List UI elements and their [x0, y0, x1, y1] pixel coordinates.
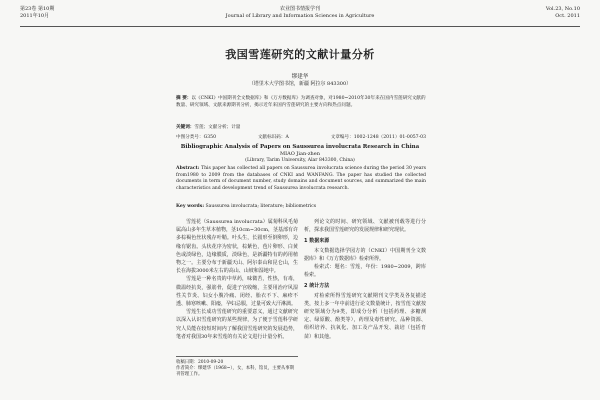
clc-number: 中图分类号：G350: [176, 135, 217, 140]
body-paragraph: 列论文的时间、研究领域、文献被刊载等进行分析，探求我国雪莲研究的发展规律和研究现状。: [304, 219, 426, 234]
keywords-text: 雪莲；文献分析；计量: [194, 125, 241, 130]
english-affiliation: (Library, Tarim University, Alar 843300, China): [245, 158, 355, 163]
english-keywords-text: Saussurea involucrata; literature; bibliometrics: [205, 204, 317, 209]
english-abstract-label: Abstract:: [176, 166, 200, 171]
issue-date-en: Oct. 2011: [555, 12, 580, 19]
english-title: Bibliographic Analysis of Papers on Saussurea involucrata Research in China: [180, 144, 420, 150]
volume-issue: 第23卷 第10期: [20, 6, 55, 12]
doc-code: 文献标识码：A: [257, 135, 289, 140]
abstract-cn: [176, 95, 426, 109]
paper-title: 我国雪莲研究的文献计量分析: [225, 48, 375, 61]
footnote: [176, 356, 298, 378]
english-author: MIAO Jian-zhen: [280, 151, 320, 157]
body-paragraph: 雪莲生长成功雪莲研究的重要意义，通过文献研究以深入认识雪莲研究的某些规律，为了便于雪莲科学研究人员能在较短时间内了解我国雪莲研究的发展趋势，笔者对我国30年来雪莲的有关论文进行计量分析。: [176, 309, 298, 340]
author-affiliation: （塔里木大学图书馆，新疆 阿拉尔 843300）: [248, 81, 352, 87]
issue-date: 2011年10月: [20, 12, 50, 19]
english-keywords: [176, 204, 426, 209]
keywords-label: 关键词：: [176, 125, 195, 130]
body-paragraph: 对检索所得雪莲研究文献期刊文学类及各复描述类，按上多一年中前进行论文数量统计，按雪莲文献按研究领域分为9类，即成分分析（包括药理、多糖测定、绿原酸、酚类等），药理及毒性研究、品种资源、组织培养、抗氧化、加工及产品开发、栽培（包括育苗）和其他。: [304, 292, 426, 340]
english-abstract-text: This paper has collected all papers on Saussurea involucrata science during the period 30 years from1980 to 2009 from the databases of CNKI and WANFANG. The paper has studied the collected documents in term of document number, study domains and document sources, and summarized the main characteristics and development trend of Saussurea involucrata research.: [176, 166, 426, 191]
section-heading-data-source: 1 数据来源: [304, 238, 330, 245]
page-header: [20, 4, 580, 27]
body-paragraph: 检索式：题名：雪莲，年份：1980~2009，跨库检索。: [304, 264, 426, 279]
keywords-cn: [176, 124, 426, 131]
author-bio: 作者简介：缪建华（1968~），女，本科，馆员，主要从事期刊管理工作。: [176, 366, 295, 377]
english-keywords-label: Key words:: [176, 204, 205, 209]
journal-name-en: Journal of Library and Information Sciences in Agriculture: [225, 12, 375, 19]
header-right: [546, 6, 580, 19]
abstract-label: 摘 要：: [176, 96, 192, 101]
body-column-left: [176, 218, 298, 341]
article-number: 文章编号：1002-1248（2011）01-0057-03: [330, 135, 426, 140]
section-heading-method: 2 统计方法: [304, 283, 330, 290]
volume-issue-en: Vol.23, No.10: [545, 6, 580, 12]
body-column-right: [304, 218, 426, 341]
body-paragraph: 本文数据选择学园方的（CNKI）中国期刊全文数据库》和《万方数据库》检索所得。: [304, 247, 426, 262]
body-paragraph: 雪莲是一种名贵的中草药，味微苦，性热，有毒，微温经抗炎，强筋骨，促进子宫收缩，主要用治疗风湿性关节炎、妇女小腹冷痛、闭经、胎衣不下、麻疹不透、肺寒咳嗽、阳痿，孕妇忌服，过量可致大汗淋漓。: [176, 276, 298, 308]
english-abstract: [176, 166, 426, 192]
abstract-text: 以《CNKI》中国期刊全文数据库》和《万方数据库》为调查对象，对1980~2010年30年来在国内雪莲研究文献的数量、研究领域、文献来源期刊分析，揭示近年来国内雪莲研究的主要方向和热点问题。: [176, 96, 426, 108]
received-date: 收稿日期：2010-09-20: [176, 360, 224, 365]
author-name: 缪建华: [291, 74, 309, 80]
classification-row: [176, 134, 426, 140]
journal-name-cn: 农业图书情报学刊: [279, 6, 320, 12]
header-center: [20, 6, 580, 19]
body-paragraph: 雪莲花（Saussurea involucrata）属菊科风毛菊属高山多年生草本植物，茎10cm~30cm，茎基部有许多棕褐色丝状残存叶鞘。叶头生，长圆形至倒卵形，边缘有锯齿。头状花序为密状，棕紫色，苞片卵形、白黄色或淡绿色，边缘膜质，淡绿色，是新疆特有的药用植物之一。主要分布于新疆天山、阿尔泰山和昆仑山，生长在海拔3000米左右的高山、山坡和湿地中。: [176, 219, 298, 275]
